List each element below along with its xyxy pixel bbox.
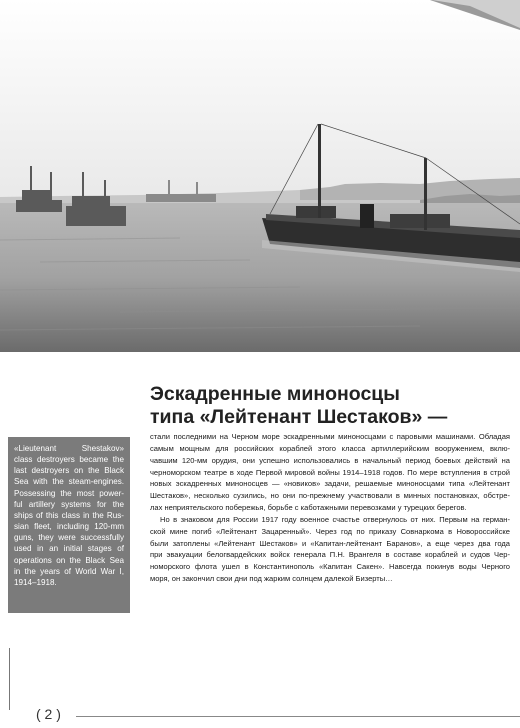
summary-line: guns, they were successfully [14, 533, 124, 543]
summary-line: used in an initial stages of [14, 544, 124, 554]
body-line: стали последними на Черном море эскадренными миноносцами с паровыми машинами. Обладая [150, 432, 510, 441]
body-line: новых эскадренных миноносцев — «новиков» задачи, решаемые миноносцами типа «Лейтенант [150, 479, 510, 489]
body-line: моря, он закончил свои дни под жарким солнцем далекой Бизерты… [150, 574, 393, 584]
summary-line: in the years of World War I, [14, 566, 124, 576]
heading-line-2: типа «Лейтенант Шестаков» — [150, 406, 448, 428]
body-line: Шестаков», несколько сузились, но они по-прежнему участвовали в минных постановках, обстре- [150, 491, 510, 501]
body-line: чавшим 120-мм орудия, они успешно использовались в начальный период боевых действий на [150, 455, 510, 465]
margin-rule [9, 648, 10, 710]
article-heading [150, 383, 510, 429]
body-line: самым мощным для российских кораблей этого класса артиллерийским вооружением, вклю- [150, 443, 510, 453]
body-line: лах неприятельского побережья, борьбе с каботажными перевозками у турецких берегов. [150, 503, 467, 513]
page-number: ( 2 ) [36, 706, 61, 722]
summary-line: Possessing the most power- [14, 488, 124, 498]
summary-line: 1914–1918. [14, 577, 57, 587]
english-summary-box [8, 437, 130, 613]
body-line: при эвакуации белогвардейских войск генерала П.Н. Врангеля в составе кораблей и судов Чер- [150, 550, 510, 560]
body-text [150, 431, 510, 585]
body-line: были затоплены «Лейтенант Шестаков» и «Капитан-лейтенант Баранов», а еще через два года [150, 538, 510, 548]
body-line: номорского флота ушел в Константинополь «Капитан Сакен». Навсегда покинув воды Черного [150, 562, 510, 572]
heading-line-1: Эскадренные миноносцы [150, 383, 400, 405]
body-line: ской мине погиб «Лейтенант Зацаренный». Через год по приказу Совнаркома в Новороссийске [150, 526, 510, 536]
summary-line: class destroyers became the [14, 455, 124, 465]
harbor-photo [0, 0, 520, 352]
summary-line: ful artillery systems for the [14, 499, 124, 509]
summary-line: Sea with the steam-engines. [14, 477, 124, 487]
summary-line: sian fleet, including 120-mm [14, 522, 124, 532]
summary-line: «Lieutenant Shestakov» [14, 444, 124, 453]
footer-rule [76, 716, 520, 717]
summary-line: operations on the Black Sea [14, 555, 124, 565]
summary-line: ships of this class in the Rus- [14, 510, 124, 520]
body-line: Но в знаковом для России 1917 году военное счастье отвернулось от них. Первым на герман- [160, 514, 510, 524]
summary-line: last destroyers on the Black [14, 466, 124, 476]
body-line: черноморском театре в ходе Первой мировой войны 1914–1918 годов. По мере вступления в строй [150, 467, 510, 477]
